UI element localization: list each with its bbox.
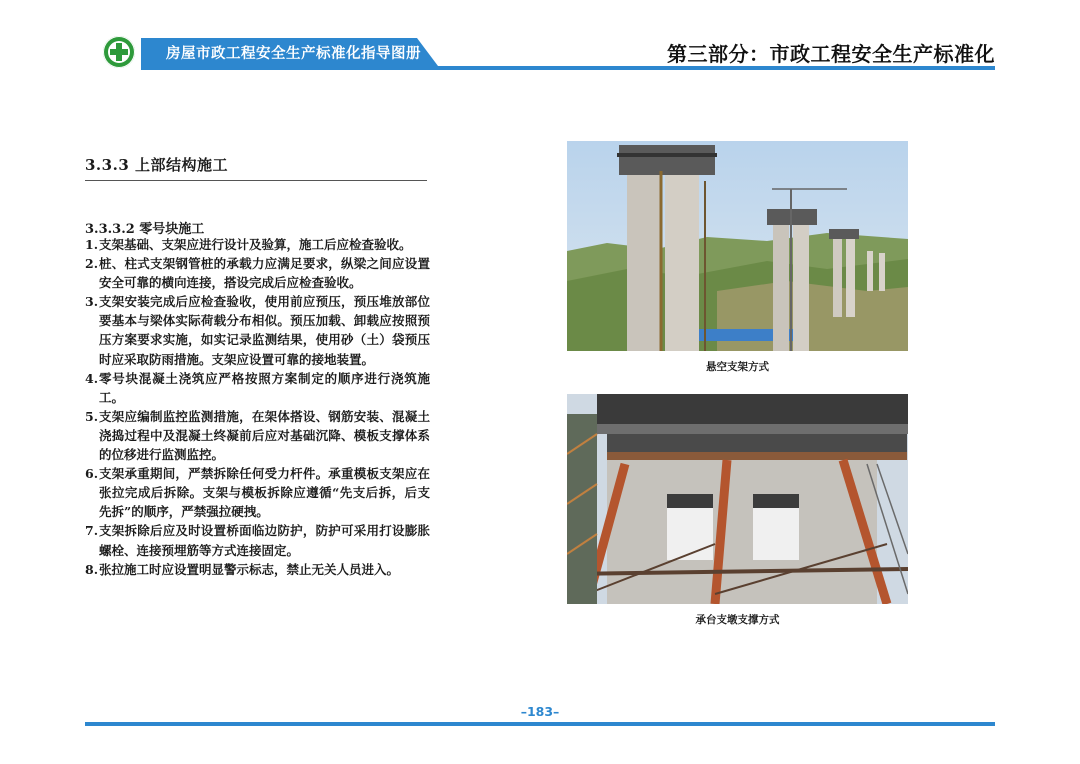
list-item	[85, 292, 430, 368]
list-item	[85, 521, 430, 559]
requirement-list	[85, 235, 430, 579]
item-text: 零号块混凝土浇筑应严格按照方案制定的顺序进行浇筑施工。	[99, 370, 430, 405]
subsection-title: 3.3.3.2 零号块施工	[85, 222, 205, 237]
list-item	[85, 407, 430, 464]
photo-pile-cap-support	[567, 394, 908, 604]
page-number: –183–	[520, 704, 560, 719]
item-text: 桩、柱式支架钢管桩的承载力应满足要求，纵梁之间应设置安全可靠的横向连接，搭设完成后应检查验收。	[99, 256, 430, 291]
item-number: 2.	[85, 256, 99, 272]
section-rule	[85, 180, 427, 181]
logo	[103, 36, 135, 68]
list-item	[85, 560, 430, 579]
item-number: 6.	[85, 466, 99, 482]
item-text: 支架应编制监控监测措施，在架体搭设、钢筋安装、混凝土浇捣过程中及混凝土终凝前后应对基础沉降、模板支撑体系的位移进行监测监控。	[99, 408, 430, 463]
part-title: 第三部分：市政工程安全生产标准化	[667, 42, 995, 66]
figure-caption: 悬空支架方式	[706, 361, 769, 373]
item-number: 8.	[85, 561, 99, 577]
figure-caption: 承台支墩支撑方式	[695, 614, 780, 626]
list-item	[85, 235, 430, 254]
section-title: 3.3.3 上部结构施工	[85, 156, 228, 174]
photo-suspended-bracket	[567, 141, 908, 351]
pier-support-image	[567, 394, 908, 604]
list-item	[85, 254, 430, 292]
footer-rule	[85, 722, 995, 726]
item-number: 1.	[85, 237, 99, 252]
item-number: 3.	[85, 294, 99, 310]
list-item	[85, 464, 430, 521]
item-text: 支架拆除后应及时设置桥面临边防护，防护可采用打设膨胀螺栓、连接预埋筋等方式连接固定。	[99, 523, 430, 558]
item-text: 支架基础、支架应进行设计及验算，施工后应检查验收。	[99, 237, 412, 252]
item-text: 支架承重期间，严禁拆除任何受力杆件。承重模板支架应在张拉完成后拆除。支架与模板拆除应遵循“先支后拆，后支先拆”的顺序，严禁强拉硬拽。	[99, 466, 430, 520]
item-text: 支架安装完成后应检查验收，使用前应预压，预压堆放部位要基本与梁体实际荷载分布相似。预压加载、卸载应按照预压方案要求实施，如实记录监测结果，使用砂（土）袋预压时应采取防雨措施。支架应设置可靠的接地装置。	[99, 294, 430, 367]
item-number: 7.	[85, 523, 99, 539]
bridge-piers-image	[567, 141, 908, 351]
cross-logo-icon	[103, 36, 135, 68]
item-number: 5.	[85, 408, 99, 424]
list-item	[85, 369, 430, 407]
item-text: 张拉施工时应设置明显警示标志，禁止无关人员进入。	[99, 561, 400, 577]
header-banner-title: 房屋市政工程安全生产标准化指导图册	[166, 46, 421, 62]
item-number: 4.	[85, 370, 99, 386]
